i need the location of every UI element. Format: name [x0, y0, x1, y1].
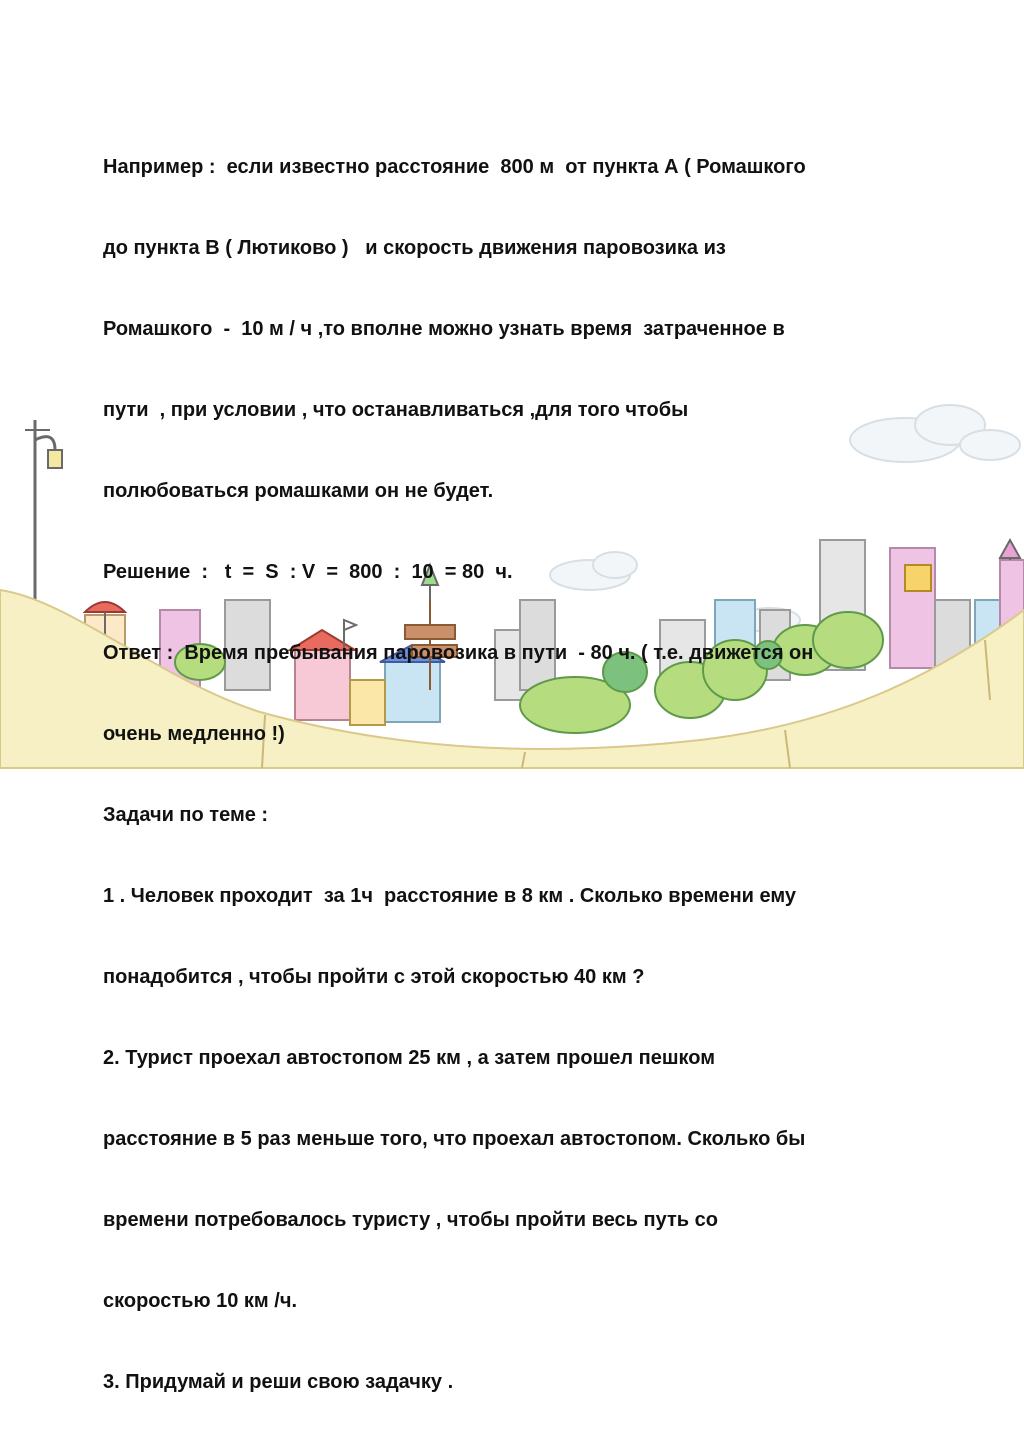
text-line: Решение : t = S : V = 800 : 10 = 80 ч.	[103, 561, 513, 583]
text-line: Например : если известно расстояние 800 м от пункта А ( Ромашкого	[103, 156, 806, 178]
text-line: полюбоваться ромашками он не будет.	[103, 480, 494, 502]
text-line: очень медленно !)	[103, 723, 285, 745]
text-line: времени потребовалось туристу , чтобы пройти весь путь со	[103, 1209, 718, 1231]
text-line: до пункта В ( Лютиково ) и скорость движения паровозика из	[103, 237, 726, 259]
text-line: Задачи по теме :	[103, 804, 269, 826]
text-line: Ответ : Время пребывания паровозика в пути - 80 ч. ( т.е. движется он	[103, 642, 814, 664]
street-lamp-icon	[25, 420, 62, 610]
text-line: 2. Турист проехал автостопом 25 км , а затем прошел пешком	[103, 1047, 716, 1069]
text-line: 1 . Человек проходит за 1ч расстояние в 8 км . Сколько времени ему	[103, 885, 797, 907]
text-line: расстояние в 5 раз меньше того, что проехал автостопом. Сколько бы	[103, 1128, 806, 1150]
text-line: Ромашкого - 10 м / ч ,то вполне можно узнать время затраченное в	[103, 318, 785, 340]
text-block	[103, 100, 933, 1450]
text-line: скоростью 10 км /ч.	[103, 1290, 297, 1312]
text-line: понадобится , чтобы пройти с этой скоростью 40 км ?	[103, 966, 645, 988]
text-line: пути , при условии , что останавливаться ,для того чтобы	[103, 399, 689, 421]
text-line: 3. Придумай и реши свою задачку .	[103, 1371, 454, 1393]
